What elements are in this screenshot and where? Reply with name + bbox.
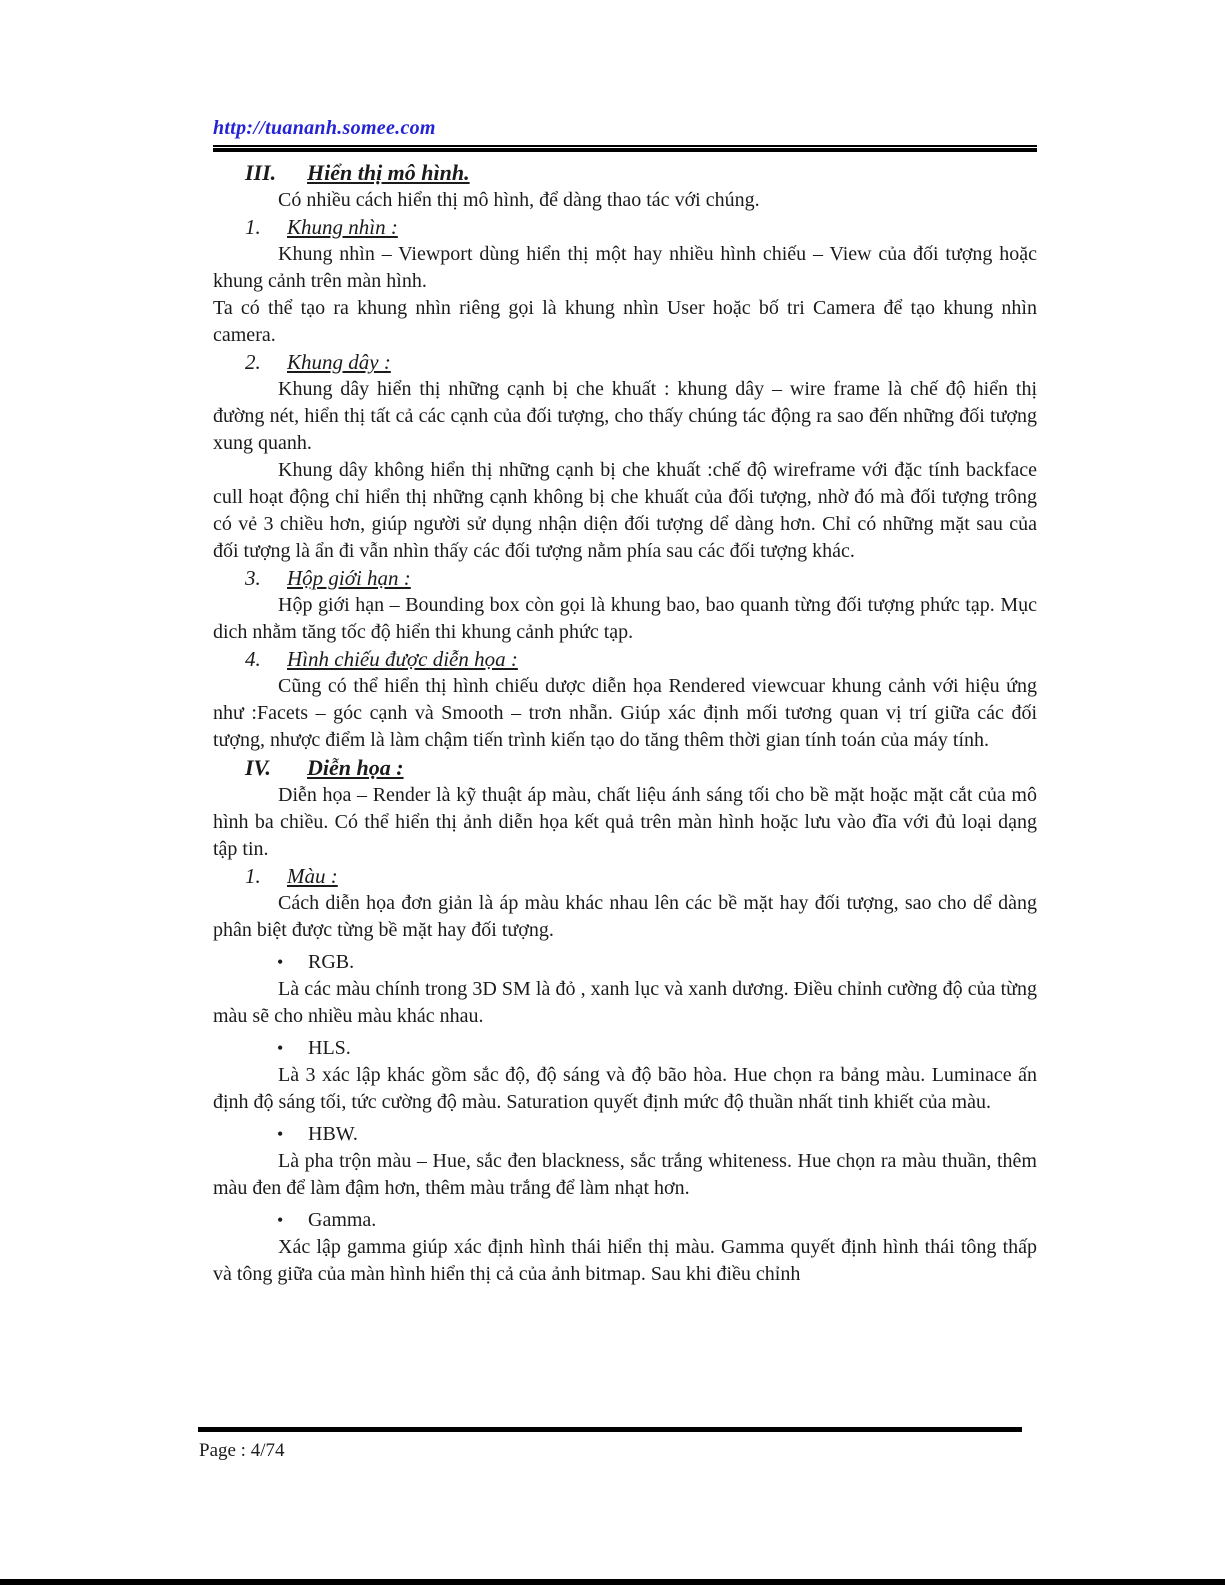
paragraph: Là 3 xác lập khác gồm sắc độ, độ sáng và độ bão hòa. Hue chọn ra bảng màu. Luminace ấn định độ sáng tối, tức cường độ màu. Saturation quyết định mức độ thuần nhất tinh khiết của màu. (213, 1064, 1037, 1113)
header-rule (213, 145, 1037, 152)
bullet-item (213, 1035, 1037, 1062)
bullet-icon: • (277, 1210, 284, 1230)
bullet-label: Gamma. (308, 1209, 377, 1231)
item-number: 1. (245, 864, 261, 888)
paragraph: Là các màu chính trong 3D SM là đỏ , xanh lục và xanh dương. Điều chỉnh cường độ của từng màu sẽ cho nhiều màu khác nhau. (213, 978, 1037, 1027)
paragraph: Cũng có thể hiển thị hình chiếu dược diễn họa Rendered viewcuar khung cảnh với hiệu ứng như :Facets – góc cạnh và Smooth – trơn nhẵn. Giúp xác định mối tương quan vị trí giữa các đối tượng, nhược điểm là làm chậm tiến trình kiến tạo do tăng thêm thời gian tính toán của máy tính. (213, 675, 1037, 751)
paragraph: Xác lập gamma giúp xác định hình thái hiển thị màu. Gamma quyết định hình thái tông thấp và tông giữa của màn hình hiển thị cả của ảnh bitmap. Sau khi điều chỉnh (213, 1236, 1037, 1285)
item-title: Khung nhìn : (287, 215, 398, 239)
page-number-label: Page : 4/74 (199, 1440, 285, 1461)
paragraph: Là pha trộn màu – Hue, sắc đen blackness, sắc trắng whiteness. Hue chọn ra màu thuần, thêm màu đen để làm đậm hơn, thêm màu trắng để làm nhạt hơn. (213, 1150, 1037, 1199)
item-number: 2. (245, 350, 261, 374)
item-title: Hiển thị mô hình. (307, 160, 470, 185)
item-title: Hộp giới hạn : (287, 566, 411, 590)
item-number: 3. (245, 566, 261, 590)
paragraph: Ta có thể tạo ra khung nhìn riêng gọi là khung nhìn User hoặc bố tri Camera để tạo khung nhìn camera. (213, 297, 1037, 346)
scan-edge-strip (0, 1579, 1225, 1585)
numbered-item-heading (213, 863, 1037, 890)
item-title: Màu : (287, 864, 338, 888)
page-content (213, 116, 1037, 1288)
item-number: III. (245, 160, 277, 185)
bullet-item (213, 949, 1037, 976)
header-url-link[interactable]: http://tuananh.somee.com (213, 117, 436, 139)
bullet-item (213, 1121, 1037, 1148)
numbered-item-heading (213, 565, 1037, 592)
paragraph: Hộp giới hạn – Bounding box còn gọi là khung bao, bao quanh từng đối tượng phức tạp. Mục dich nhằm tăng tốc độ hiển thi khung cảnh phức tạp. (213, 594, 1037, 643)
item-number: 4. (245, 647, 261, 671)
section-heading (213, 754, 1037, 782)
bullet-icon: • (277, 1038, 284, 1058)
item-title: Khung dây : (287, 350, 391, 374)
item-number: IV. (245, 755, 271, 780)
section-heading (213, 159, 1037, 187)
item-title: Hình chiếu được diễn họa : (287, 647, 518, 671)
paragraph: Diễn họa – Render là kỹ thuật áp màu, chất liệu ánh sáng tối cho bề mặt hoặc mặt cắt của mô hình ba chiều. Có thể hiển thị ảnh diễn họa kết quả trên màn hình hoặc lưu vào đĩa với đủ loại dạng tập tin. (213, 784, 1037, 860)
numbered-item-heading (213, 646, 1037, 673)
bullet-label: HLS. (308, 1037, 351, 1059)
bullet-icon: • (277, 952, 284, 972)
document-body (213, 159, 1037, 1288)
bullet-label: RGB. (308, 951, 355, 973)
item-number: 1. (245, 215, 261, 239)
bullet-label: HBW. (308, 1123, 358, 1145)
numbered-item-heading (213, 214, 1037, 241)
paragraph: Cách diễn họa đơn giản là áp màu khác nhau lên các bề mặt hay đối tượng, sao cho dể dàng phân biệt được từng bề mặt hay đối tượng. (213, 892, 1037, 941)
paragraph: Khung dây hiển thị những cạnh bị che khuất : khung dây – wire frame là chế độ hiển thị đường nét, hiển thị tất cả các cạnh của đối tượng, cho thấy chúng tác động ra sao đến những đối tượng xung quanh. (213, 378, 1037, 454)
paragraph: Khung dây không hiển thị những cạnh bị che khuất :chế độ wireframe với đặc tính backface cull hoạt động chỉ hiển thị những cạnh không bị che khuất của đối tượng, nhờ đó mà đối tượng trông có vẻ 3 chiều hơn, giúp người sử dụng nhận diện đối tượng dể dàng hơn. Chỉ có những mặt sau của đối tượng là ẩn đi vẫn nhìn thấy các đối tượng nằm phía sau các đối tượng khác. (213, 459, 1037, 562)
paragraph: Khung nhìn – Viewport dùng hiển thị một hay nhiều hình chiếu – View của đối tượng hoặc khung cảnh trên màn hình. (213, 243, 1037, 292)
item-title: Diễn họa : (307, 755, 404, 780)
bullet-item (213, 1207, 1037, 1234)
numbered-item-heading (213, 349, 1037, 376)
bullet-icon: • (277, 1124, 284, 1144)
footer-rule (198, 1427, 1022, 1432)
paragraph: Có nhiều cách hiển thị mô hình, để dàng thao tác với chúng. (278, 189, 760, 211)
